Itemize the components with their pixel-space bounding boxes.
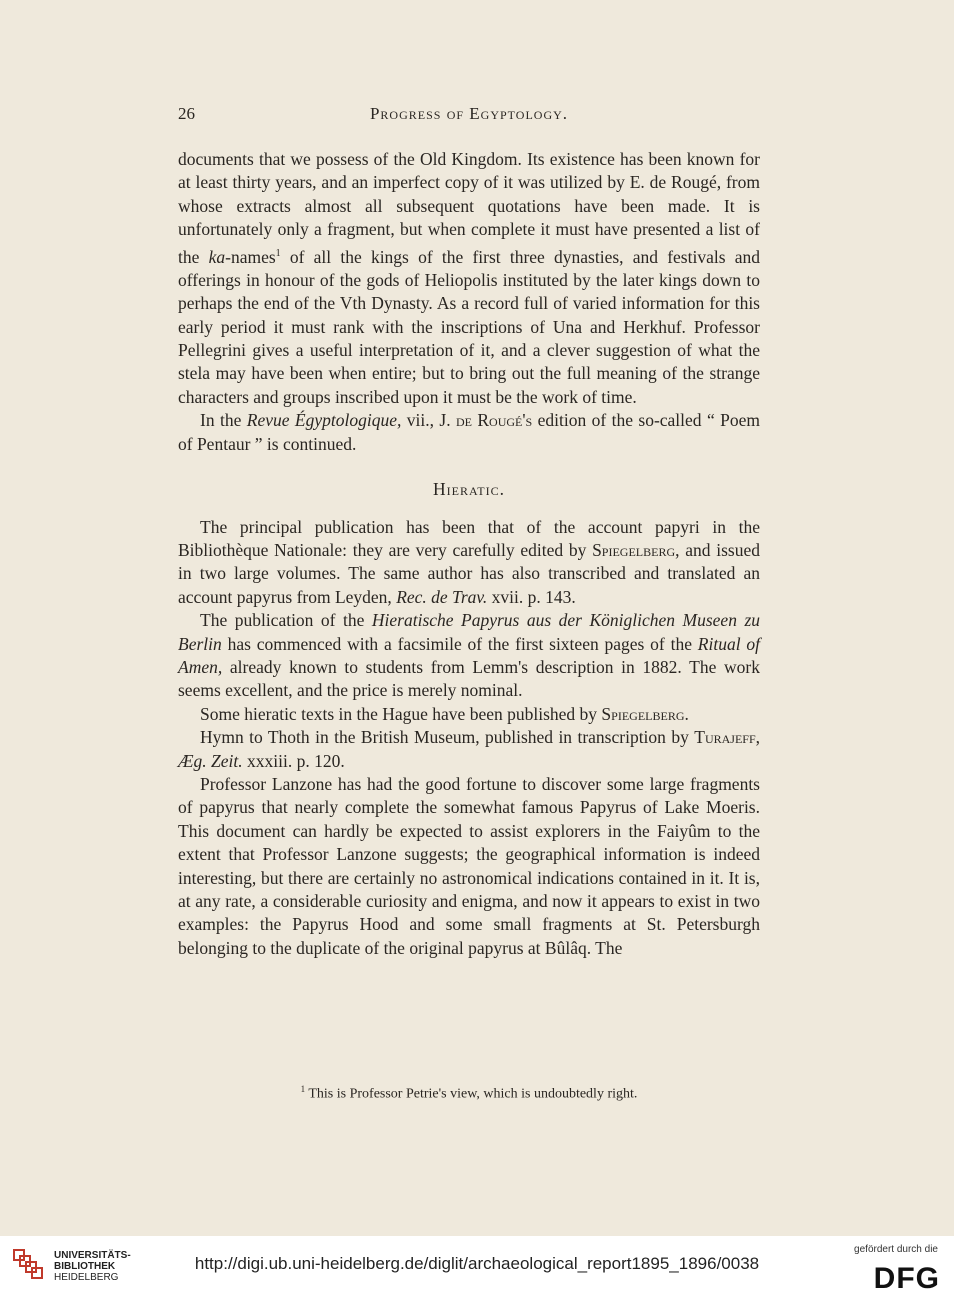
text-run: and issued in two large volumes. The same author has also transcribed and translated an account papyrus from Leyden, (178, 539, 760, 607)
permalink-url[interactable]: http://digi.ub.uni-heidelberg.de/diglit/archaeological_report1895_1896/0038 (194, 1254, 760, 1273)
text-run: has commenced with a facsimile of the first sixteen pages of the (221, 633, 698, 654)
paragraph (178, 148, 760, 409)
text-run: The principal publication has been that of the account papyri in the Bibliothèque Nationale: they are very carefully edited by (178, 516, 760, 560)
text-run: edition of the so-called “ Poem of Pentaur ” is continued. (178, 410, 760, 454)
library-line: HEIDELBERG (54, 1272, 119, 1283)
small-caps-run: Turajeff, (694, 727, 760, 748)
paragraph: Professor Lanzone has had the good fortune to discover some large fragments of papyrus that nearly complete the somewhat famous Papyrus of Lake Moeris. This document can hardly be expected to assist explorers in the Faiyûm to the extent that Professor Lanzone suggests; the geographical information is indeed interesting, but there are certainly no astronomical indications contained in it. It is, at any rate, a considerable curiosity and enigma, and now it appears to exist in two examples: the Papyrus Hood and some small fragments at St. Petersburgh belonging to the duplicate of the original papyrus at Bûlâq. The (178, 773, 760, 958)
running-header (178, 104, 760, 126)
italic-run: Æg. Zeit. (178, 750, 243, 771)
text-run: Some hieratic texts in the Hague have been published by (200, 703, 602, 724)
paragraph (178, 409, 760, 456)
library-line: UNIVERSITÄTS- (54, 1250, 131, 1261)
section-heading: Hieratic. (432, 479, 505, 500)
italic-run: Hieratische Papyrus aus der Königlichen Museen zu Berlin (178, 610, 761, 654)
small-caps-run: Spiegelberg. (601, 703, 689, 724)
text-run: xvii. p. 143. (487, 586, 576, 607)
text-run: In the (200, 410, 247, 431)
small-caps-run: Spiegelberg, (592, 539, 680, 560)
footnote-ref[interactable]: 1 (275, 247, 281, 259)
text-run: vii., J. (401, 410, 456, 431)
footnote (178, 1084, 760, 1103)
footnote-text: This is Professor Petrie's view, which is undoubtedly right. (305, 1086, 638, 1102)
paragraph (178, 703, 760, 726)
text-run: Hymn to Thoth in the British Museum, published in transcription by (200, 727, 695, 748)
italic-run: Ritual of Amen, (178, 633, 760, 677)
paragraph (178, 609, 760, 703)
italic-run: ka (208, 246, 226, 267)
footnote-marker: 1 (300, 1084, 306, 1094)
paragraph (178, 726, 760, 773)
text-run: -names (225, 246, 276, 267)
text-run: documents that we possess of the Old Kingdom. Its existence has been known for at least thirty years, and an imperfect copy of it was utilized by E. de Rougé, from whose extracts almost all subsequent quotations have been made. It is unfortunately only a fragment, but when complete it must have presented a list of the (178, 149, 760, 267)
funded-by-label: gefördert durch die (854, 1244, 938, 1255)
italic-run: Revue Égyptologique, (246, 410, 402, 431)
text-run: xxxiii. p. 120. (242, 750, 345, 771)
text-run: The publication of the (200, 610, 372, 631)
running-title: Progress of Egyptology. (369, 104, 569, 123)
italic-run: Rec. de Trav. (396, 586, 488, 607)
body-text (178, 148, 760, 960)
text-run: of all the kings of the first three dynasties, and festivals and offerings in honour of the gods of Heliopolis instituted by the later kings down to perhaps the end of the Vth Dynasty. As a record full of varied information for this early period it must rank with the inscriptions of Una and Herkhuf. Professor Pellegrini gives a useful interpretation of it, and a clever suggestion of what the stela may have been when entire; but to bring out the full meaning of the strange characters and groups inscribed upon it must be the work of time. (178, 246, 760, 407)
text-run: already known to students from Lemm's description in 1882. The work seems excellent, and the price is merely nominal. (178, 656, 760, 701)
paragraph (178, 516, 760, 610)
small-caps-run: de Rougé's (455, 410, 533, 431)
library-line: BIBLIOTHEK (54, 1261, 116, 1272)
page-number: 26 (178, 104, 195, 123)
dfg-logo[interactable]: DFG (873, 1262, 940, 1295)
